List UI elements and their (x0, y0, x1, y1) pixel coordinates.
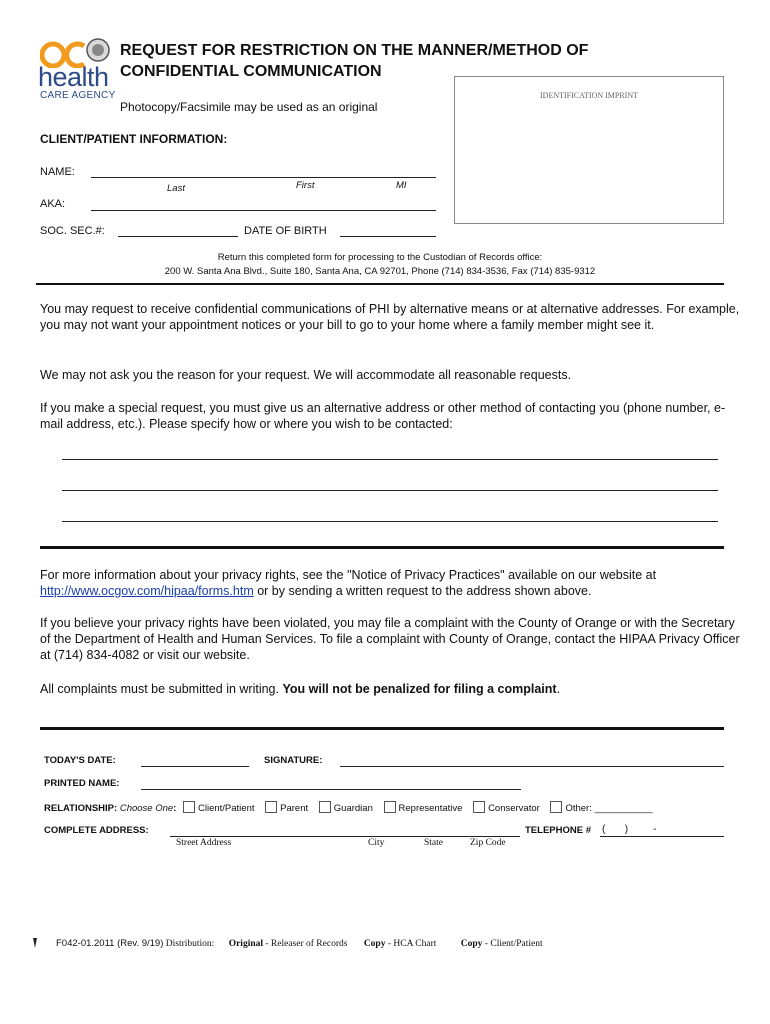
contact-line-2[interactable] (62, 490, 718, 491)
divider-middle (40, 546, 724, 549)
dob-field[interactable] (340, 236, 436, 237)
client-info-heading: CLIENT/PATIENT INFORMATION: (40, 132, 228, 146)
choose-one-text: Choose One (119, 803, 174, 814)
divider-bottom (40, 727, 724, 730)
dob-label: DATE OF BIRTH (244, 225, 327, 237)
copy1-bold: Copy (363, 939, 386, 949)
checkbox[interactable] (183, 801, 195, 813)
copy2-text: - Client/Patient (482, 939, 543, 949)
paragraph-6-end: . (556, 682, 561, 696)
option-label: Parent (280, 803, 309, 814)
complete-address-field[interactable] (170, 836, 520, 837)
paragraph-1: You may request to receive confidential communications of PHI by alternative means or at alternative addresses. For example, you may not want your appointment notices or your bill to go to your home where a family member might see it. (40, 302, 740, 332)
complete-address-label: COMPLETE ADDRESS: (44, 825, 149, 836)
name-label: NAME: (40, 166, 75, 178)
form-id: F042-01.2011 (Rev. 9/19) (56, 938, 164, 949)
aka-field[interactable] (91, 210, 436, 211)
paragraph-6-text: All complaints must be submitted in writing. (40, 682, 283, 696)
paragraph-5: If you believe your privacy rights have been violated, you may file a complaint with the County of Orange or with the Secretary of the Department of Health and Human Services. To file a complaint with County of Orange, contact the HIPAA Privacy Officer at (714) 834-4082 or visit our website. (40, 616, 740, 662)
ssn-field[interactable] (118, 236, 238, 237)
zip-code-label: Zip Code (470, 838, 506, 848)
paragraph-4-text-end: or by sending a written request to the address shown above. (253, 584, 592, 598)
last-label: Last (167, 183, 185, 194)
todays-date-field[interactable] (141, 766, 249, 767)
option-guardian[interactable] (319, 803, 373, 814)
first-label: First (296, 180, 315, 191)
contact-line-3[interactable] (62, 521, 718, 522)
identification-imprint-box[interactable] (454, 76, 724, 224)
street-address-label: Street Address (176, 838, 232, 848)
copy2-bold: Copy (460, 939, 483, 949)
mi-label: MI (396, 180, 407, 191)
telephone-field[interactable] (600, 836, 724, 837)
option-parent[interactable] (265, 803, 308, 814)
todays-date-label: TODAY'S DATE: (44, 755, 116, 766)
checkbox[interactable] (550, 801, 562, 813)
option-other[interactable] (550, 803, 652, 814)
checkbox[interactable] (265, 801, 277, 813)
paragraph-6 (40, 681, 740, 697)
margin-mark-icon (32, 936, 38, 948)
title-line-1: REQUEST FOR RESTRICTION ON THE MANNER/METHOD OF (120, 42, 589, 59)
aka-label: AKA: (40, 198, 66, 210)
option-label: Other: (565, 803, 592, 814)
contact-line-1[interactable] (62, 459, 718, 460)
id-imprint-label: IDENTIFICATION IMPRINT (540, 91, 638, 100)
relationship-row: RELATIONSHIP: Choose One: Client/Patient Parent Guardian Representative Conservator Other: ___________ (44, 803, 653, 814)
divider-top (36, 283, 724, 285)
paragraph-2: We may not ask you the reason for your request. We will accommodate all reasonable requests. (40, 368, 572, 382)
return-instructions: Return this completed form for processing to the Custodian of Records office: (217, 252, 543, 263)
telephone-label: TELEPHONE # (525, 825, 591, 836)
original-bold: Original (228, 939, 264, 949)
name-field[interactable] (91, 177, 436, 178)
option-representative[interactable] (384, 803, 463, 814)
distribution-label: Distribution: (165, 939, 215, 949)
state-label: State (424, 838, 443, 848)
relationship-label: RELATIONSHIP: (44, 803, 118, 814)
title-line-2: CONFIDENTIAL COMMUNICATION (120, 63, 382, 80)
checkbox[interactable] (384, 801, 396, 813)
paragraph-4-text: For more information about your privacy rights, see the "Notice of Privacy Practices" available on our website at (40, 568, 657, 582)
checkbox[interactable] (319, 801, 331, 813)
option-conservator[interactable] (473, 803, 540, 814)
option-label: Guardian (333, 803, 373, 814)
printed-name-field[interactable] (141, 789, 521, 790)
ssn-label: SOC. SEC.#: (40, 225, 105, 237)
option-client-patient[interactable] (183, 803, 255, 814)
logo-health-text: health (38, 62, 109, 92)
form-subtitle: Photocopy/Facsimile may be used as an original (120, 100, 378, 114)
signature-label: SIGNATURE: (264, 755, 323, 766)
return-address: 200 W. Santa Ana Blvd., Suite 180, Santa Ana, CA 92701, Phone (714) 834-3536, Fax (714) 835-9312 (164, 266, 596, 277)
city-label: City (368, 838, 385, 848)
telephone-format: ( ) - (602, 824, 657, 835)
option-label: Conservator (488, 803, 540, 814)
paragraph-4 (40, 567, 740, 599)
option-label: Client/Patient (197, 803, 255, 814)
other-blank[interactable]: ___________ (594, 803, 653, 814)
privacy-forms-link[interactable]: http://www.ocgov.com/hipaa/forms.htm (40, 584, 254, 598)
signature-field[interactable] (340, 766, 724, 767)
option-label: Representative (398, 803, 463, 814)
form-footer (56, 938, 543, 949)
checkbox[interactable] (473, 801, 485, 813)
printed-name-label: PRINTED NAME: (44, 778, 120, 789)
original-text: - Releaser of Records (263, 939, 348, 949)
copy1-text: - HCA Chart (385, 939, 437, 949)
paragraph-3: If you make a special request, you must give us an alternative address or other method of contacting you (phone number, e-mail address, etc.). Please specify how or where you wish to be contacted: (40, 401, 726, 431)
logo-agency-text: CARE AGENCY (40, 90, 116, 101)
no-penalty-statement: You will not be penalized for filing a complaint (282, 682, 557, 696)
